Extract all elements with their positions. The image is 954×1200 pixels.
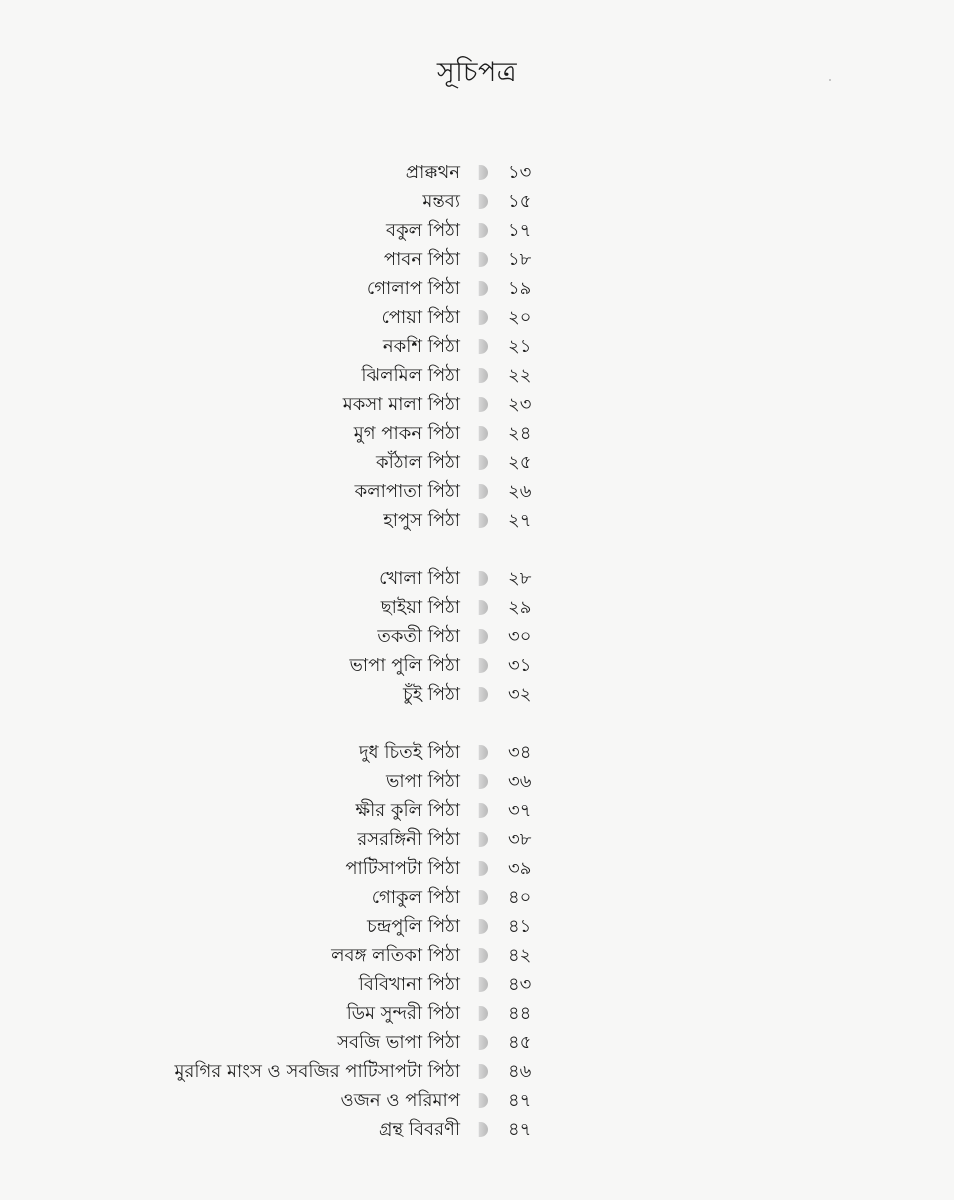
toc-entry-page-number: ২৮ [508,568,532,589]
half-circle-bullet-icon [478,281,488,296]
half-circle-bullet-icon [478,310,488,325]
toc-entry-title: হাপুস পিঠা [383,510,460,531]
toc-entry-title: কাঁঠাল পিঠা [376,452,460,473]
toc-entry [0,216,954,245]
toc-entry-page-number: ৪০ [508,887,532,908]
half-circle-bullet-icon [478,484,488,499]
toc-entry [0,999,954,1028]
toc-entry-title: চুঁই পিঠা [402,684,460,705]
toc-entry-title: বিবিখানা পিঠা [358,974,460,995]
half-circle-bullet-icon [478,368,488,383]
toc-entry [0,1115,954,1144]
half-circle-bullet-icon [478,513,488,528]
half-circle-bullet-icon [478,1035,488,1050]
toc-entry [0,506,954,535]
toc-entry [0,883,954,912]
toc-entry [0,796,954,825]
toc-entry [0,477,954,506]
half-circle-bullet-icon [478,861,488,876]
toc-entry-page-number: ৩০ [508,626,532,647]
page-title: সূচিপত্র [436,57,518,88]
half-circle-bullet-icon [478,745,488,760]
half-circle-bullet-icon [478,1006,488,1021]
toc-entry-title: খোলা পিঠা [379,568,460,589]
toc-entry [0,564,954,593]
toc-entry-page-number: ১৭ [508,220,532,241]
toc-entry [0,448,954,477]
toc-entry [0,767,954,796]
toc-entry [0,332,954,361]
toc-entry [0,245,954,274]
half-circle-bullet-icon [478,774,488,789]
toc-entry-page-number: ৩৯ [508,858,532,879]
toc-entry-page-number: ৩২ [508,684,532,705]
toc-entry-page-number: ২২ [508,365,532,386]
toc-entry-title: নকশি পিঠা [382,336,460,357]
toc-entry-title: ওজন ও পরিমাপ [340,1090,460,1111]
toc-entry-page-number: ৪১ [508,916,532,937]
toc-entry-title: ঝিলমিল পিঠা [361,365,460,386]
toc-entry-page-number: ১৩ [508,162,532,183]
toc-entry [0,854,954,883]
toc-entry [0,303,954,332]
toc-entry-page-number: ৩৮ [508,829,532,850]
half-circle-bullet-icon [478,919,488,934]
half-circle-bullet-icon [478,455,488,470]
toc-entry-page-number: ৪৫ [508,1032,532,1053]
half-circle-bullet-icon [478,629,488,644]
toc-entry-page-number: ২৯ [508,597,532,618]
half-circle-bullet-icon [478,223,488,238]
half-circle-bullet-icon [478,658,488,673]
toc-entry-page-number: ৩৬ [508,771,532,792]
half-circle-bullet-icon [478,803,488,818]
toc-entry-title: বকুল পিঠা [386,220,460,241]
toc-entry [0,158,954,187]
toc-entry-title: ক্ষীর কুলি পিঠা [355,800,460,821]
toc-entry-page-number: ৪৭ [508,1090,532,1111]
toc-entry-title: রসরঙ্গিনী পিঠা [357,829,460,850]
toc-entry-title: প্রাক্কথন [405,162,460,183]
toc-entry-title: মকসা মালা পিঠা [342,394,460,415]
toc-entry-title: সবজি ভাপা পিঠা [337,1032,460,1053]
toc-entry [0,912,954,941]
toc-entry [0,622,954,651]
toc-entry-page-number: ৩৪ [508,742,532,763]
half-circle-bullet-icon [478,252,488,267]
toc-entry [0,187,954,216]
toc-entry [0,680,954,709]
toc-entry-title: মুরগির মাংস ও সবজির পাটিসাপটা পিঠা [174,1061,460,1082]
half-circle-bullet-icon [478,890,488,905]
toc-entry-page-number: ৪৩ [508,974,532,995]
toc-entry-title: কলাপাতা পিঠা [354,481,460,502]
toc-entry-title: মন্তব্য [422,191,460,212]
toc-entry [0,419,954,448]
toc-entry-title: মুগ পাকন পিঠা [353,423,460,444]
toc-entry [0,390,954,419]
half-circle-bullet-icon [478,571,488,586]
toc-entry [0,1086,954,1115]
toc-entry-title: পাটিসাপটা পিঠা [345,858,460,879]
toc-entry [0,1057,954,1086]
half-circle-bullet-icon [478,165,488,180]
toc-entry [0,593,954,622]
toc-entry-page-number: ৩১ [508,655,532,676]
toc-entry-page-number: ২৬ [508,481,532,502]
toc-entry [0,941,954,970]
toc-entry [0,1028,954,1057]
toc-entry-title: চন্দ্রপুলি পিঠা [367,916,460,937]
half-circle-bullet-icon [478,600,488,615]
toc-entry-title: দুধ চিতই পিঠা [359,742,460,763]
toc-entry [0,738,954,767]
toc-entry-page-number: ২০ [508,307,532,328]
toc-entry-page-number: ৪৭ [508,1119,532,1140]
toc-entry-page-number: ২৭ [508,510,532,531]
toc-entry-page-number: ৩৭ [508,800,532,821]
half-circle-bullet-icon [478,948,488,963]
toc-entry-title: পাবন পিঠা [383,249,460,270]
half-circle-bullet-icon [478,1122,488,1137]
toc-entry [0,970,954,999]
toc-entry-title: তকতী পিঠা [377,626,460,647]
toc-entry-title: পোয়া পিঠা [381,307,460,328]
toc-entry-page-number: ৪৬ [508,1061,532,1082]
half-circle-bullet-icon [478,339,488,354]
toc-entry-page-number: ২৪ [508,423,532,444]
toc-entry-page-number: ২৫ [508,452,532,473]
half-circle-bullet-icon [478,687,488,702]
half-circle-bullet-icon [478,832,488,847]
toc-entry-page-number: ১৯ [508,278,532,299]
half-circle-bullet-icon [478,397,488,412]
toc-entry [0,361,954,390]
half-circle-bullet-icon [478,977,488,992]
half-circle-bullet-icon [478,1064,488,1079]
toc-entry-title: লবঙ্গ লতিকা পিঠা [331,945,460,966]
toc-entry-page-number: ১৫ [508,191,532,212]
toc-entry-page-number: ২১ [508,336,532,357]
toc-entry-page-number: ২৩ [508,394,532,415]
toc-entry-title: গোলাপ পিঠা [366,278,460,299]
toc-entry [0,651,954,680]
half-circle-bullet-icon [478,426,488,441]
half-circle-bullet-icon [478,1093,488,1108]
toc-entry-title: ছাইয়া পিঠা [380,597,460,618]
toc-entry-page-number: ১৮ [508,249,532,270]
toc-entry-title: ভাপা পুলি পিঠা [349,655,460,676]
toc-entry-title: গোকুল পিঠা [371,887,460,908]
toc-entry [0,825,954,854]
toc-entry-page-number: ৪২ [508,945,532,966]
toc-entry [0,274,954,303]
toc-entry-title: ভাপা পিঠা [386,771,460,792]
half-circle-bullet-icon [478,194,488,209]
toc-entry-page-number: ৪৪ [508,1003,532,1024]
toc-entry-title: গ্রন্থ বিবরণী [379,1119,460,1140]
toc-entry-title: ডিম সুন্দরী পিঠা [346,1003,460,1024]
